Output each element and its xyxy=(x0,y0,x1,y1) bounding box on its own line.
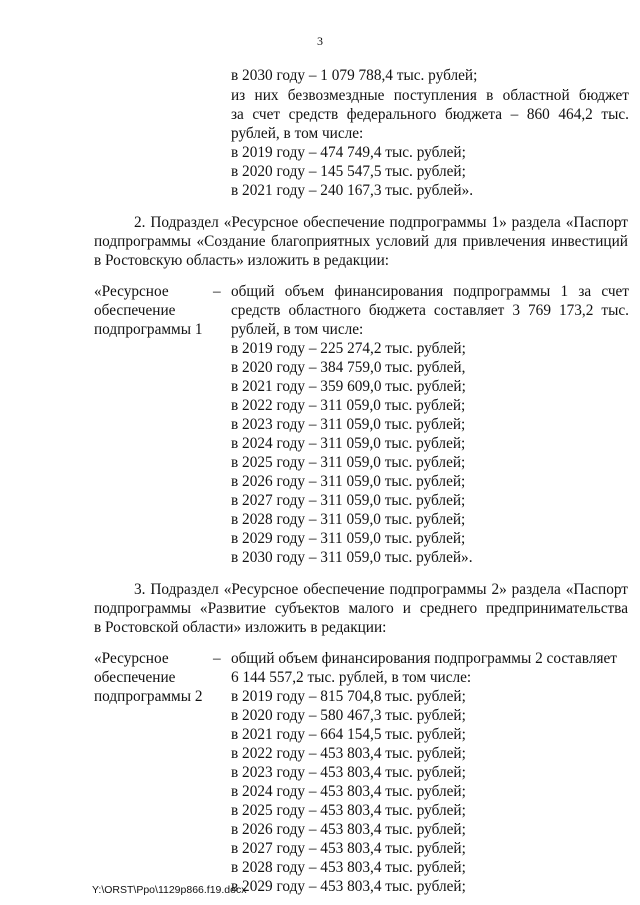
section-2-para-line-3: в Ростовскую область» изложить в редакции: xyxy=(94,252,390,269)
section-3-para-line-3: в Ростовской области» изложить в редакции: xyxy=(94,619,387,636)
section-2-label-line-1: «Ресурсное xyxy=(94,283,169,300)
section-2-label-line-3: подпрограммы 1 xyxy=(94,321,203,338)
year-line: в 2023 году – 311 059,0 тыс. рублей; xyxy=(231,416,466,433)
year-line: в 2021 году – 240 167,3 тыс. рублей». xyxy=(231,182,474,199)
year-line: в 2019 году – 474 749,4 тыс. рублей; xyxy=(231,144,466,161)
section-3-intro-line-2: 6 144 557,2 тыс. рублей, в том числе: xyxy=(231,669,472,686)
year-line: в 2029 году – 311 059,0 тыс. рублей; xyxy=(231,530,466,547)
year-line: в 2022 году – 453 803,4 тыс. рублей; xyxy=(231,745,466,762)
page-number: 3 xyxy=(317,34,323,48)
year-line: в 2027 году – 311 059,0 тыс. рублей; xyxy=(231,492,466,509)
section-3-label-line-3: подпрограммы 2 xyxy=(94,688,203,705)
section-3-para-line-1: 3. Подраздел «Ресурсное обеспечение подпрограммы 2» раздела «Паспорт xyxy=(134,581,628,598)
year-line: в 2026 году – 453 803,4 тыс. рублей; xyxy=(231,821,466,838)
year-line: в 2019 году – 225 274,2 тыс. рублей; xyxy=(231,340,466,357)
section-2-intro-line-2: средств областного бюджета составляет 3 769 173,2 тыс. xyxy=(231,302,629,319)
section-3-para-line-2: подпрограммы «Развитие субъектов малого и среднего предпринимательства xyxy=(94,600,628,617)
year-line: в 2026 году – 311 059,0 тыс. рублей; xyxy=(231,473,466,490)
section-3-label-line-1: «Ресурсное xyxy=(94,650,169,667)
footer-file-path: Y:\ORST\Ppo\1129p866.f19.docx xyxy=(92,884,247,896)
year-line: в 2028 году – 453 803,4 тыс. рублей; xyxy=(231,859,466,876)
year-line: в 2020 году – 580 467,3 тыс. рублей; xyxy=(231,707,466,724)
year-line: в 2020 году – 145 547,5 тыс. рублей; xyxy=(231,163,466,180)
year-line: в 2024 году – 453 803,4 тыс. рублей; xyxy=(231,783,466,800)
year-line: в 2019 году – 815 704,8 тыс. рублей; xyxy=(231,688,466,705)
section-3-label-line-2: обеспечение xyxy=(94,669,176,686)
federal-line-3: рублей, в том числе: xyxy=(231,125,364,142)
year-2030-line: в 2030 году – 1 079 788,4 тыс. рублей; xyxy=(231,67,478,84)
section-3-dash: – xyxy=(213,650,221,667)
year-line: в 2022 году – 311 059,0 тыс. рублей; xyxy=(231,397,466,414)
year-line: в 2025 году – 453 803,4 тыс. рублей; xyxy=(231,802,466,819)
section-2-intro-line-3: рублей, в том числе: xyxy=(231,321,364,338)
year-line: в 2021 году – 359 609,0 тыс. рублей; xyxy=(231,378,466,395)
section-2-dash: – xyxy=(213,283,221,300)
year-line: в 2023 году – 453 803,4 тыс. рублей; xyxy=(231,764,466,781)
year-line: в 2027 году – 453 803,4 тыс. рублей; xyxy=(231,840,466,857)
year-line: в 2020 году – 384 759,0 тыс. рублей, xyxy=(231,359,466,376)
year-line: в 2030 году – 311 059,0 тыс. рублей». xyxy=(231,549,473,566)
year-line: в 2021 году – 664 154,5 тыс. рублей; xyxy=(231,726,466,743)
section-2-intro-line-1: общий объем финансирования подпрограммы 1 за счет xyxy=(231,283,629,300)
section-3-intro-line-1: общий объем финансирования подпрограммы 2 составляет xyxy=(231,650,617,667)
year-line: в 2029 году – 453 803,4 тыс. рублей; xyxy=(231,878,466,895)
year-line: в 2028 году – 311 059,0 тыс. рублей; xyxy=(231,511,466,528)
year-line: в 2025 году – 311 059,0 тыс. рублей; xyxy=(231,454,466,471)
year-line: в 2024 году – 311 059,0 тыс. рублей; xyxy=(231,435,466,452)
section-2-para-line-2: подпрограммы «Создание благоприятных условий для привлечения инвестиций xyxy=(94,233,628,250)
federal-line-2: за счет средств федерального бюджета – 860 464,2 тыс. xyxy=(231,106,629,123)
federal-line-1: из них безвозмездные поступления в областной бюджет xyxy=(231,87,629,104)
section-2-label-line-2: обеспечение xyxy=(94,302,176,319)
section-2-para-line-1: 2. Подраздел «Ресурсное обеспечение подпрограммы 1» раздела «Паспорт xyxy=(134,214,628,231)
